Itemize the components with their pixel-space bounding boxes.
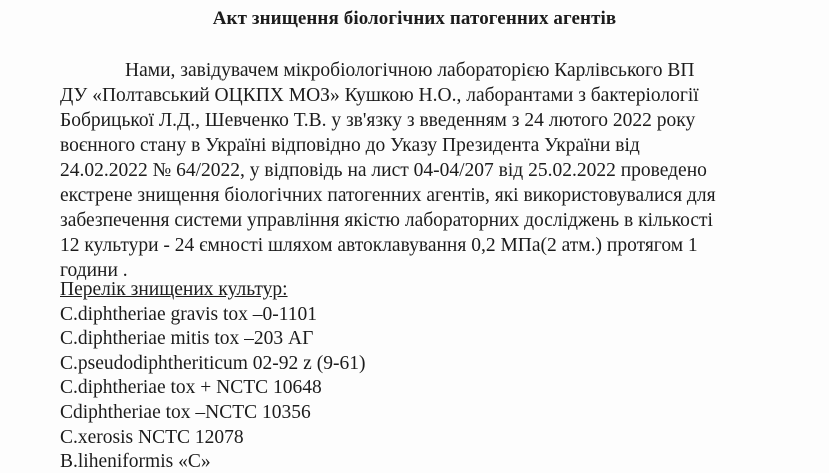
culture-item: C.pseudodiphtheriticum 02-92 z (9-61) [60,352,366,374]
culture-item: C.diphtheriae tox + NCTC 10648 [60,377,322,399]
main-paragraph [60,58,780,283]
paragraph-line: години . [60,260,128,281]
document-title: Акт знищення біологічних патогенних агентів [212,8,617,29]
culture-list [60,278,780,475]
culture-item: B.liheniformis «C» [60,451,211,473]
paragraph-line: забезпечення системи управління якістю лабораторних досліджень в кількості [60,210,713,231]
paragraph-line: 12 культури - 24 ємності шляхом автоклавування 0,2 МПа(2 атм.) протягом 1 [60,235,698,256]
paragraph-line: ДУ «Полтавський ОЦКПХ МОЗ» Кушкою Н.О., лаборантами з бактеріології [60,85,699,106]
paragraph-line: воєнного стану в Україні відповідно до Указу Президента України від [60,135,640,156]
culture-item: Cdiphtheriae tox –NCTC 10356 [60,401,311,423]
paragraph-line: екстрене знищення біологічних патогенних агентів, які використовувалися для [60,185,716,206]
paragraph-line: Бобрицької Л.Д., Шевченко Т.В. у зв'язку з введенням з 24 лютого 2022 року [60,110,696,131]
culture-item: C.diphtheriae mitis tox –203 АГ [60,328,314,350]
culture-item: C.xerosis NCTC 12078 [60,426,244,448]
culture-item: C.diphtheriae gravis tox –0-1101 [60,303,318,325]
culture-list-heading: Перелік знищених культур: [60,279,288,300]
paragraph-line: Нами, завідувачем мікробіологічною лабораторією Карлівського ВП [125,60,695,81]
paragraph-line: 24.02.2022 № 64/2022, у відповідь на лист 04-04/207 від 25.02.2022 проведено [60,160,707,181]
